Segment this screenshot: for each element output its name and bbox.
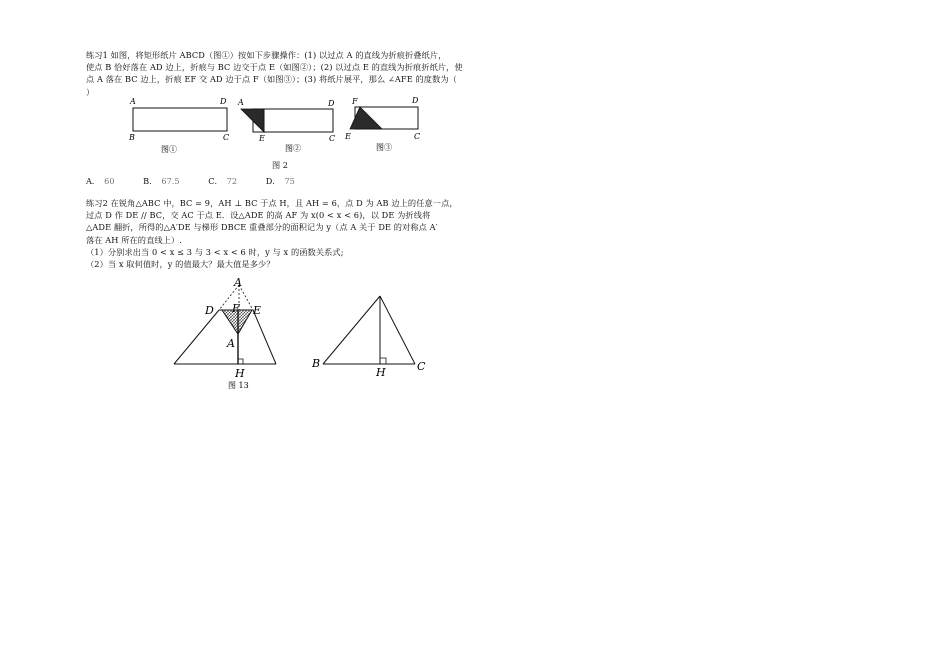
exercise-1-line: 练习1 如图，将矩形纸片 ABCD（图①）按如下步骤操作：(1) 以过点 A 的直线为折痕折叠纸片， — [86, 50, 447, 60]
label-D: D — [412, 96, 419, 105]
exercise-2-line: △ADE 翻折，所得的△A′DE 与梯形 DBCE 重叠部分的面积记为 y（点 A 关于 DE 的对称点 A′ — [86, 222, 438, 233]
label-C: C — [417, 360, 426, 373]
choice-d — [266, 176, 295, 186]
label-F: F — [232, 302, 240, 315]
figure-1-caption: 图① — [161, 145, 177, 154]
choice-c — [208, 176, 237, 186]
exercise-1-line: ） — [86, 86, 95, 97]
label-B: B — [312, 357, 321, 370]
label-B: B — [129, 133, 135, 142]
exercise-2-text — [86, 197, 502, 270]
choice-value: 72 — [226, 176, 238, 186]
exercise-2-line: （1）分别求出当 0 < x ≤ 3 与 3 < x < 6 时，y 与 x 的函数关系式; — [86, 246, 344, 257]
choice-value: 75 — [284, 176, 295, 186]
figure-13 — [174, 276, 276, 390]
label-D: D — [220, 97, 227, 106]
choice-letter: D． — [265, 176, 281, 186]
choice-letter: A． — [86, 176, 101, 186]
label-A-prime: A — [227, 337, 235, 350]
exercise-2-figures — [165, 272, 435, 392]
figure-13-caption: 图 13 — [228, 381, 249, 390]
label-A: A — [238, 98, 244, 107]
figure-right-triangle — [311, 296, 426, 379]
choice-value: 67.5 — [161, 176, 180, 186]
exercise-2-line: 过点 D 作 DE // BC，交 AC 于点 E．设△ADE 的高 AF 为 x(0 < x < 6)，以 DE 为折线将 — [86, 210, 431, 221]
label-D: D — [328, 99, 335, 108]
label-A: A — [130, 97, 136, 106]
choice-b — [143, 176, 179, 186]
choice-letter: B． — [143, 176, 158, 186]
label-C: C — [223, 133, 230, 142]
figure-3-caption: 图③ — [376, 143, 392, 152]
choice-letter: C． — [208, 176, 223, 186]
label-H: H — [376, 366, 386, 379]
figure-1 — [128, 97, 229, 154]
label-E: E — [259, 134, 265, 143]
figure-2-caption: 图② — [285, 144, 301, 153]
label-D: D — [205, 304, 214, 317]
label-E: E — [345, 132, 351, 141]
label-A: A — [234, 276, 242, 289]
label-C: C — [329, 134, 336, 143]
label-H: H — [235, 367, 245, 380]
label-C: C — [414, 132, 421, 141]
figure-2-group-caption: 图 2 — [272, 160, 288, 170]
exercise-1-line: 使点 B 恰好落在 AD 边上，折痕与 BC 边交于点 E（如图②）；(2) 以过点 E 的直线为折痕折纸片，使 — [86, 62, 463, 73]
exercise-1-line: 点 A 落在 BC 边上，折痕 EF 交 AD 边于点 F（如图③）；(3) 将纸片展平，那么 ∠AFE 的度数为（ — [86, 74, 457, 85]
exercise-2-line: （2）当 x 取何值时，y 的值最大？最大值是多少？ — [86, 259, 275, 270]
label-E: E — [253, 304, 262, 317]
label-F: F — [352, 97, 358, 106]
exercise-1-text — [86, 49, 502, 98]
choice-value: 60 — [104, 176, 115, 186]
figure-2 — [237, 98, 335, 153]
figure-3 — [344, 96, 420, 152]
exercise-1-choices — [86, 176, 321, 187]
exercise-2-line: 练习2 在锐角△ABC 中，BC = 9，AH ⊥ BC 于点 H，且 AH = 6，点 D 为 AB 边上的任意一点， — [86, 198, 458, 208]
choice-a — [86, 176, 115, 186]
exercise-2-line: 落在 AH 所在的直线上）. — [86, 234, 182, 245]
